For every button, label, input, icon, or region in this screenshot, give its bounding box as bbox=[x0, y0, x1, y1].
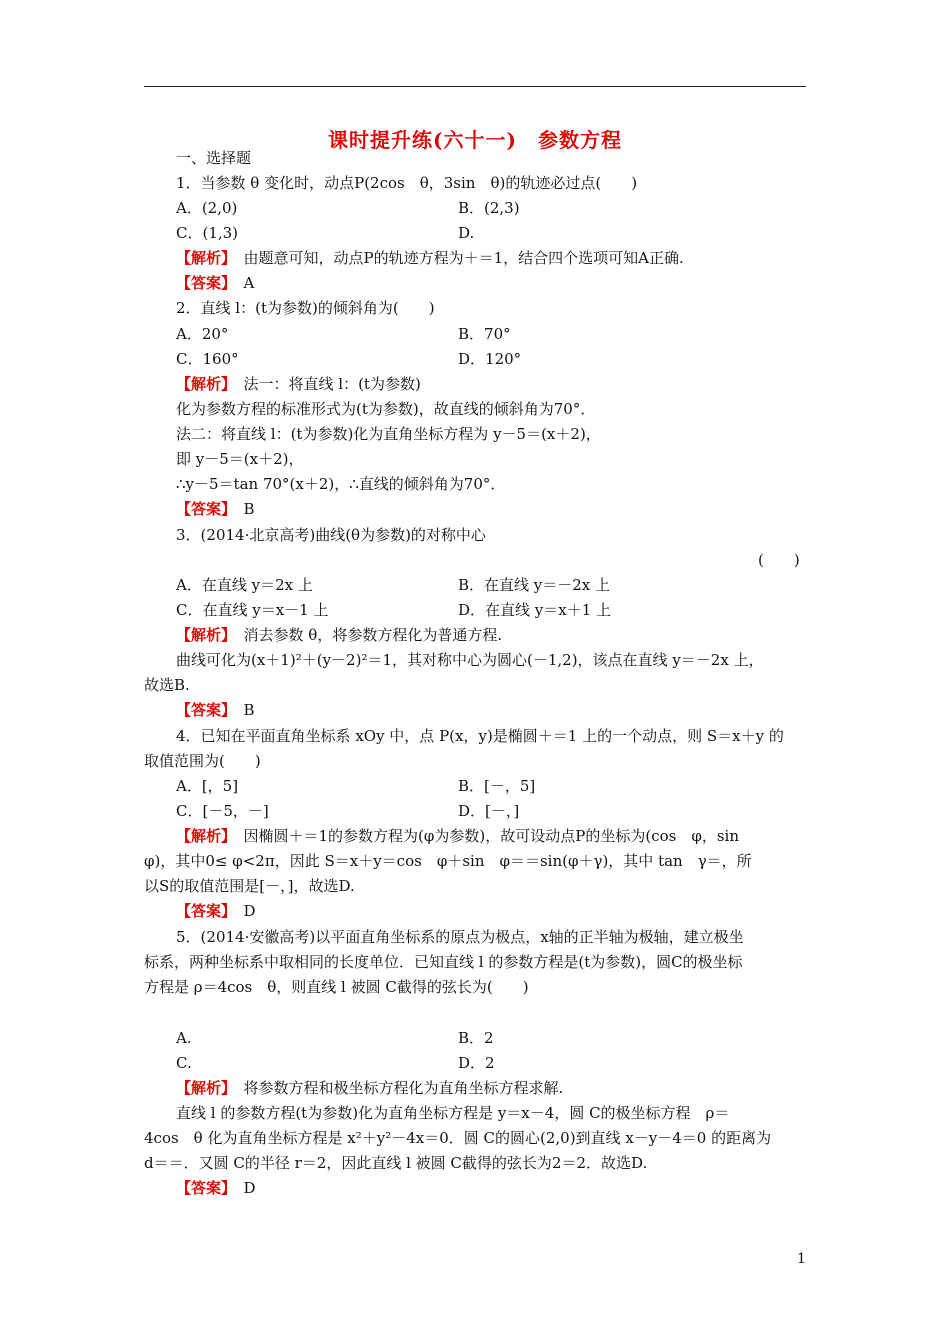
answer-label: 【答案】 bbox=[176, 1179, 229, 1197]
q4-analysis-line-1: φ)，其中0≤ φ<2π，因此 S＝x＋y＝cos φ＋sin φ＝＝sin(φ＋γ)，其中 tan γ＝，所 bbox=[144, 852, 752, 870]
q1-option-d: D. bbox=[458, 224, 475, 242]
q5-answer bbox=[176, 1178, 256, 1198]
q2-analysis-line-2: 法二：将直线 l：(t为参数)化为直角坐标方程为 y－5＝(x＋2)， bbox=[176, 425, 601, 443]
analysis-label: 【解析】 bbox=[176, 1079, 229, 1097]
q2-answer-text: B bbox=[228, 500, 255, 518]
q3-analysis-line-1: 曲线可化为(x＋1)²＋(y－2)²＝1，其对称中心为圆心(－1,2)，该点在直线 y＝－2x 上， bbox=[176, 651, 764, 669]
q2-analysis bbox=[176, 374, 421, 394]
q4-option-d: D．[－，] bbox=[458, 802, 520, 820]
q5-analysis-line-1: 直线 l 的参数方程(t为参数)化为直角坐标方程是 y＝x－4，圆 C的极坐标方程 ρ＝ bbox=[176, 1104, 730, 1122]
q1-answer-text: A bbox=[228, 274, 255, 292]
answer-label: 【答案】 bbox=[176, 500, 229, 518]
q4-stem-line-1: 4．已知在平面直角坐标系 xOy 中，点 P(x，y)是椭圆＋＝1 上的一个动点，则 S＝x＋y 的 bbox=[176, 727, 784, 745]
q5-stem-line-1: 5．(2014·安徽高考)以平面直角坐标系的原点为极点，x轴的正半轴为极轴，建立极坐 bbox=[176, 928, 744, 946]
q4-option-b: B．[－，5] bbox=[458, 777, 536, 795]
page-title: 课时提升练(六十一) 参数方程 bbox=[328, 128, 622, 152]
q2-analysis-text: 法一：将直线 l：(t为参数) bbox=[228, 375, 421, 393]
q1-option-a: A．(2,0) bbox=[176, 199, 238, 217]
q5-stem-line-3: 方程是 ρ＝4cos θ，则直线 l 被圆 C截得的弦长为( ) bbox=[144, 978, 529, 996]
q3-answer-blank: ( ) bbox=[758, 551, 800, 569]
q4-answer-text: D bbox=[228, 902, 256, 920]
q3-option-c: C．在直线 y＝x－1 上 bbox=[176, 601, 329, 619]
q1-analysis-text: 由题意可知，动点P的轨迹方程为＋＝1，结合四个选项可知A正确. bbox=[228, 249, 684, 267]
q2-option-b: B．70° bbox=[458, 325, 511, 343]
q2-analysis-line-4: ∴y－5＝tan 70°(x＋2)，∴直线的倾斜角为70°． bbox=[176, 475, 506, 493]
answer-label: 【答案】 bbox=[176, 701, 229, 719]
q3-option-d: D．在直线 y＝x＋1 上 bbox=[458, 601, 612, 619]
q1-stem: 1．当参数 θ 变化时，动点P(2cos θ，3sin θ)的轨迹必过点( ) bbox=[176, 174, 638, 192]
analysis-label: 【解析】 bbox=[176, 827, 229, 845]
q3-option-a: A．在直线 y＝2x 上 bbox=[176, 576, 313, 594]
q1-option-c: C．(1,3) bbox=[176, 224, 239, 242]
q5-analysis bbox=[176, 1078, 563, 1098]
q4-analysis-text: 因椭圆＋＝1的参数方程为(φ为参数)，故可设动点P的坐标为(cos φ，sin bbox=[228, 827, 740, 845]
q1-analysis bbox=[176, 248, 684, 268]
q5-option-a: A. bbox=[176, 1029, 192, 1047]
q2-option-c: C．160° bbox=[176, 350, 239, 368]
answer-label: 【答案】 bbox=[176, 902, 229, 920]
q4-analysis bbox=[176, 826, 739, 846]
q5-stem-line-2: 标系，两种坐标系中取相同的长度单位．已知直线 l 的参数方程是(t为参数)，圆C的极坐标 bbox=[144, 953, 743, 971]
q4-stem-line-2: 取值范围为( ) bbox=[144, 752, 261, 770]
q5-answer-text: D bbox=[228, 1179, 256, 1197]
q5-analysis-text: 将参数方程和极坐标方程化为直角坐标方程求解. bbox=[228, 1079, 564, 1097]
q3-analysis-line-2: 故选B. bbox=[144, 676, 190, 694]
q1-option-b: B．(2,3) bbox=[458, 199, 520, 217]
page-number: 1 bbox=[797, 1251, 806, 1267]
q2-option-d: D．120° bbox=[458, 350, 522, 368]
q2-analysis-line-1: 化为参数方程的标准形式为(t为参数)，故直线的倾斜角为70°． bbox=[176, 400, 596, 418]
q3-answer bbox=[176, 700, 255, 720]
answer-label: 【答案】 bbox=[176, 274, 229, 292]
q4-option-c: C．[－5，－] bbox=[176, 802, 269, 820]
q3-option-b: B．在直线 y＝－2x 上 bbox=[458, 576, 611, 594]
analysis-label: 【解析】 bbox=[176, 626, 229, 644]
q2-option-a: A．20° bbox=[176, 325, 229, 343]
q3-analysis bbox=[176, 625, 502, 645]
q5-option-d: D．2 bbox=[458, 1054, 495, 1072]
q5-option-b: B．2 bbox=[458, 1029, 494, 1047]
q4-answer bbox=[176, 901, 256, 921]
q3-stem: 3．(2014·北京高考)曲线(θ为参数)的对称中心 bbox=[176, 526, 486, 544]
header-rule bbox=[144, 86, 806, 87]
q2-analysis-line-3: 即 y－5＝(x＋2)， bbox=[176, 450, 304, 468]
analysis-label: 【解析】 bbox=[176, 249, 229, 267]
analysis-label: 【解析】 bbox=[176, 375, 229, 393]
q5-analysis-line-2: 4cos θ 化为直角坐标方程是 x²＋y²－4x＝0．圆 C的圆心(2,0)到直线 x－y－4＝0 的距离为 bbox=[144, 1129, 772, 1147]
q2-stem: 2．直线 l：(t为参数)的倾斜角为( ) bbox=[176, 299, 435, 317]
q3-analysis-text: 消去参数 θ，将参数方程化为普通方程. bbox=[228, 626, 503, 644]
q5-analysis-line-3: d＝＝．又圆 C的半径 r＝2，因此直线 l 被圆 C截得的弦长为2＝2．故选D. bbox=[144, 1154, 648, 1172]
q5-option-c: C. bbox=[176, 1054, 192, 1072]
q1-answer bbox=[176, 273, 254, 293]
section-heading: 一、选择题 bbox=[176, 149, 252, 167]
q4-option-a: A．[，5] bbox=[176, 777, 239, 795]
q3-answer-text: B bbox=[228, 701, 255, 719]
q4-analysis-line-2: 以S的取值范围是[－，]，故选D. bbox=[144, 877, 355, 895]
q2-answer bbox=[176, 499, 255, 519]
